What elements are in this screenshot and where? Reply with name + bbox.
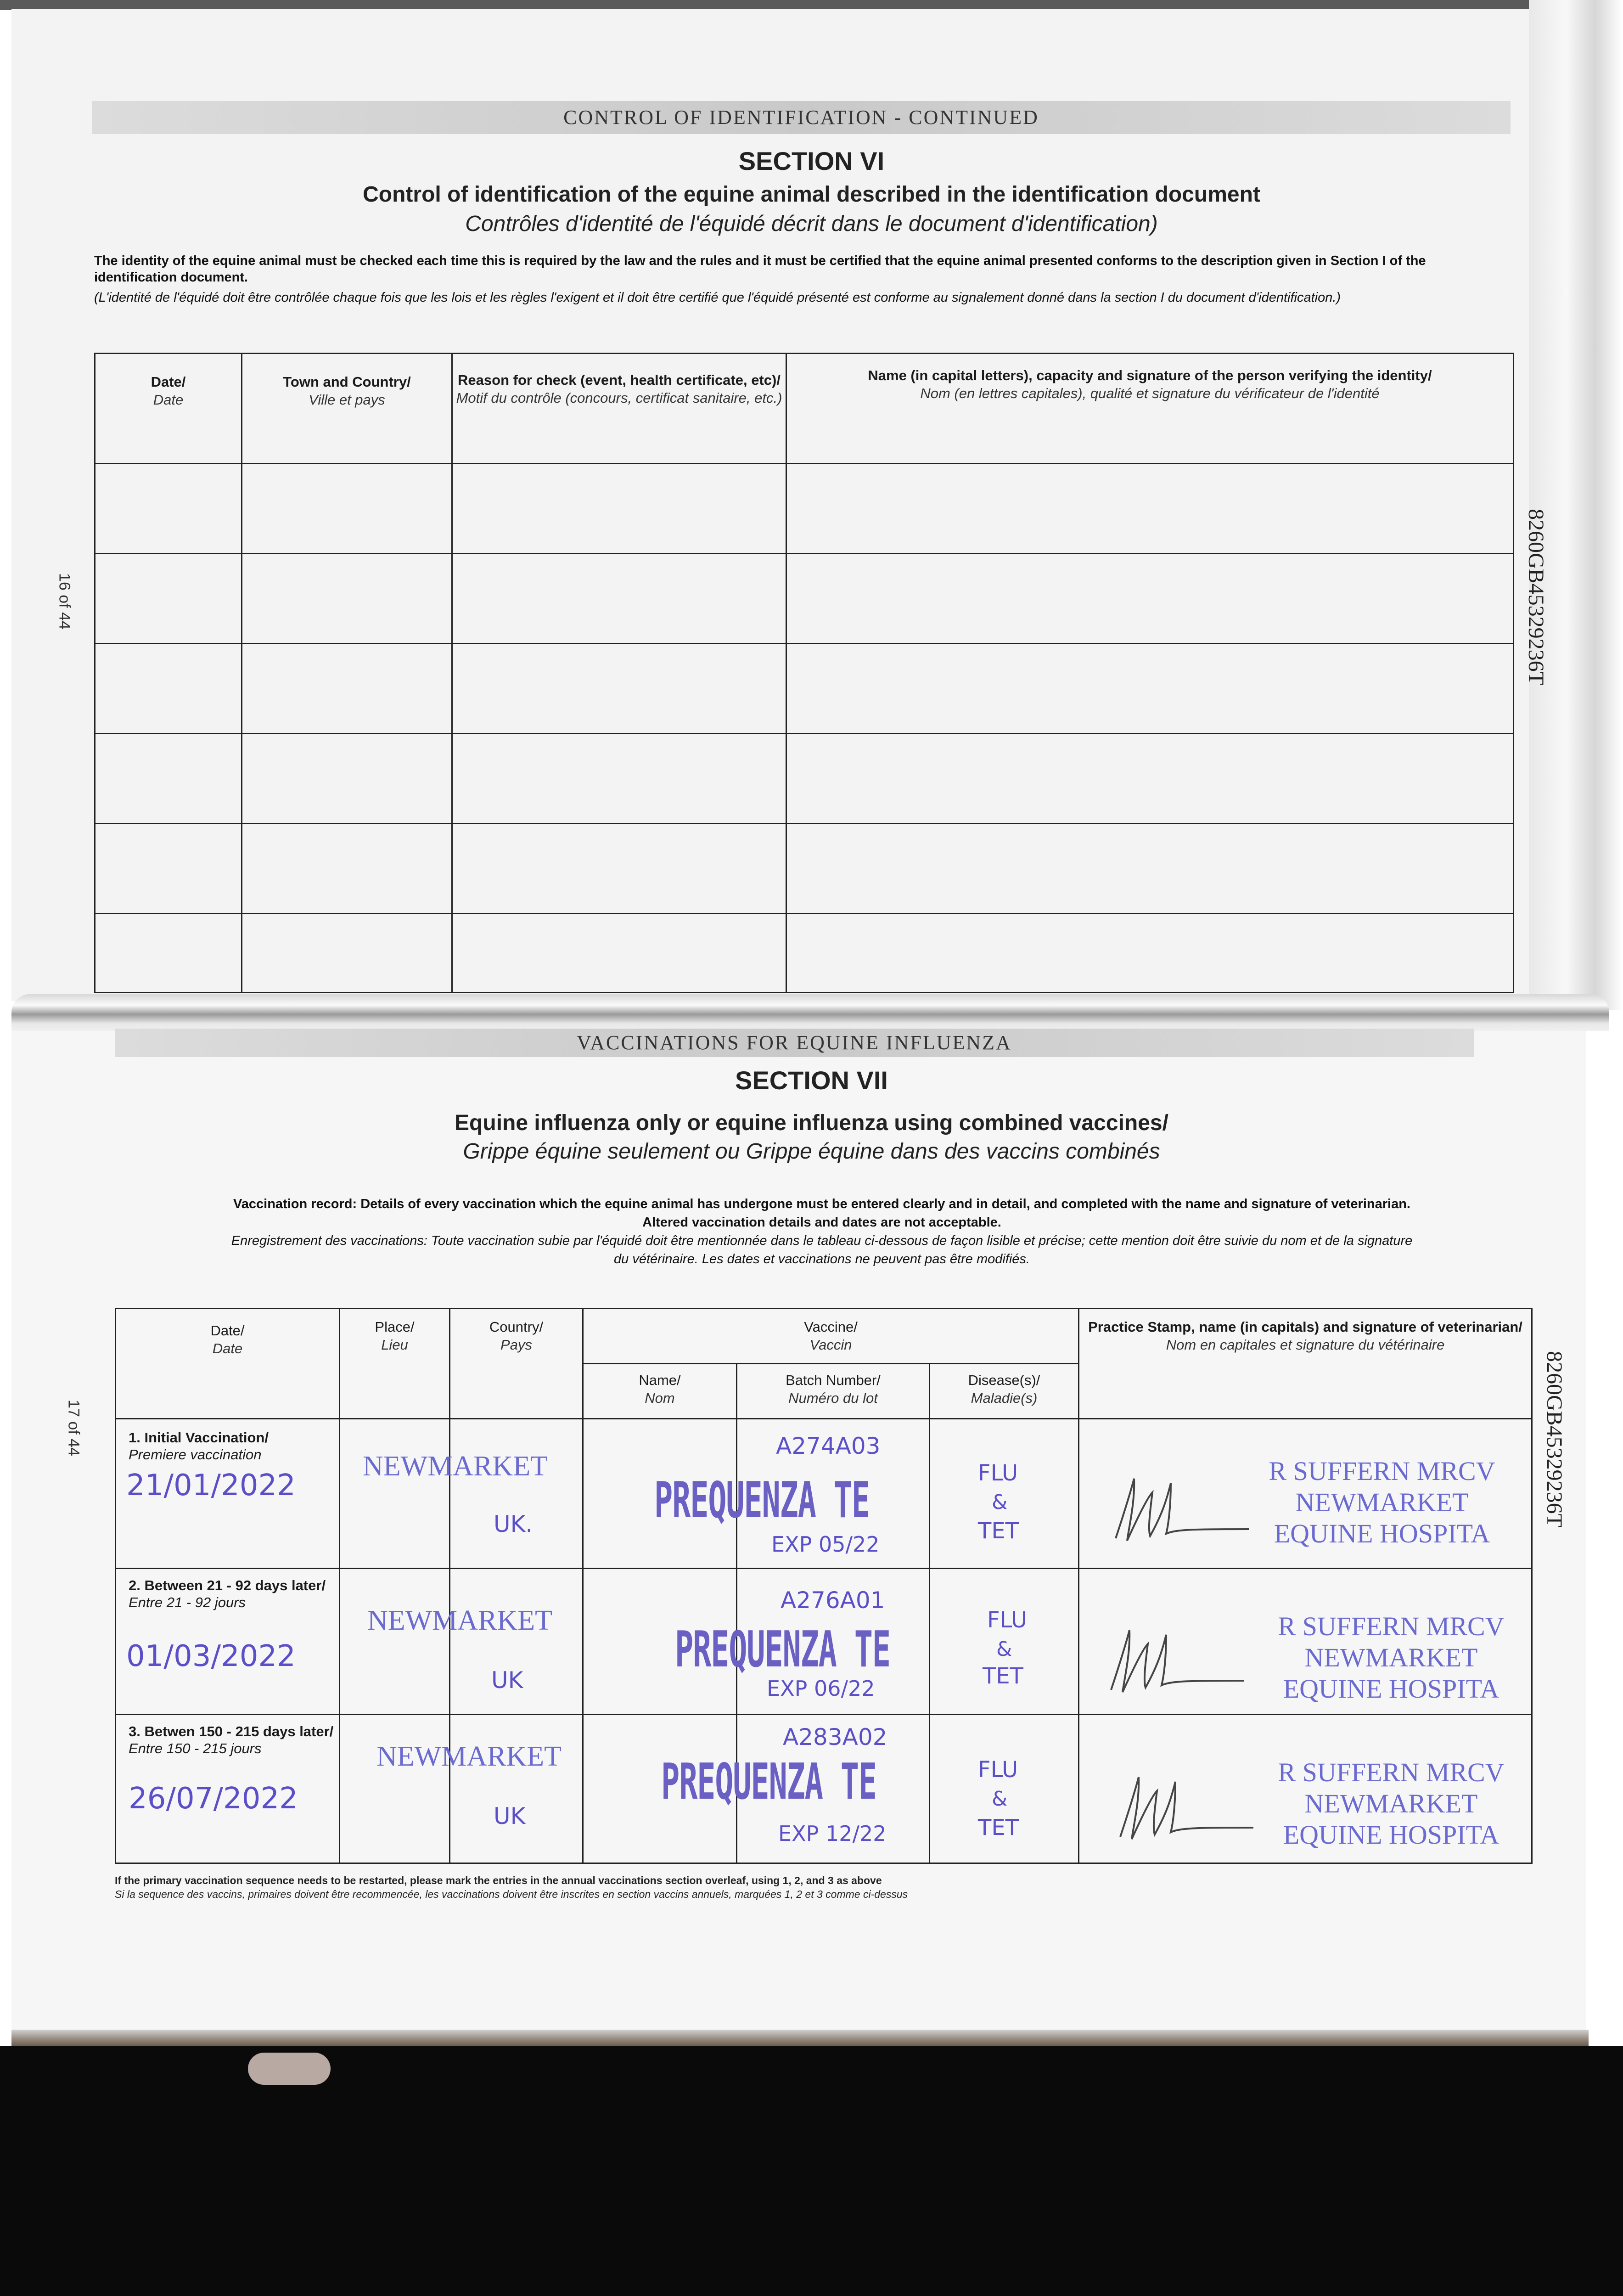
- section-title: SECTION VI: [738, 146, 885, 175]
- header-country: Country/ Pays: [450, 1309, 583, 1419]
- header-town: Town and Country/ Ville et pays: [242, 354, 452, 464]
- header-date: Date/ Date: [95, 354, 242, 464]
- header-reason: Reason for check (event, health certificate, etc)/ Motif du contrôle (concours, certificat sanitaire, etc.): [452, 354, 786, 464]
- row-label: 1. Initial Vaccination/ Premiere vaccination: [129, 1429, 269, 1463]
- vaccine-name-stamp: PREQUENZA TE: [661, 1753, 876, 1811]
- header-verifier: Name (in capital letters), capacity and signature of the person verifying the identity/ Nom (en lettres capitales), qualité et signature du vérificateur de l'identité: [786, 354, 1514, 464]
- intro-text: The identity of the equine animal must be checked each time this is required by the law and the rules and it must be certified that the equine animal presented conforms to the description given in Section I of the identification document.: [94, 253, 1426, 285]
- header-disease: Disease(s)/ Maladie(s): [930, 1364, 1079, 1419]
- table-row: [95, 824, 1514, 914]
- disease-tet: TET: [978, 1815, 1019, 1840]
- identity-check-table: [94, 353, 1514, 993]
- table-row: [95, 734, 1514, 824]
- section-banner: CONTROL OF IDENTIFICATION - CONTINUED: [92, 101, 1511, 134]
- disease-flu: FLU: [987, 1607, 1028, 1633]
- vaccination-date: 21/01/2022: [126, 1469, 296, 1503]
- country-value: UK.: [494, 1511, 533, 1537]
- vaccination-record-text-fr-2: du vétérinaire. Les dates et vaccinations ne peuvent pas être modifiés.: [614, 1252, 1030, 1266]
- header-batch-number: Batch Number/ Numéro du lot: [737, 1364, 930, 1419]
- book-spine: [11, 994, 1609, 1031]
- page-number: 17 of 44: [65, 1400, 83, 1456]
- practice-stamp: R SUFFERN MRCV NEWMARKET EQUINE HOSPITA: [1269, 1456, 1495, 1548]
- document-id: 8260GB45329236T: [1524, 509, 1548, 685]
- place-stamp: NEWMARKET: [376, 1741, 562, 1772]
- vaccination-record-text-fr: Enregistrement des vaccinations: Toute vaccination subie par l'équidé doit être mentionnée dans le tableau ci-dessous de façon lisible et précise; cette mention doit être suivie du nom et de la signature: [231, 1233, 1413, 1248]
- vaccine-name-stamp: PREQUENZA TE: [675, 1621, 890, 1678]
- header-vaccine-name: Name/ Nom: [583, 1364, 737, 1419]
- section-banner: VACCINATIONS FOR EQUINE INFLUENZA: [115, 1029, 1474, 1057]
- table-header-row: [116, 1309, 1532, 1364]
- disease-and: &: [996, 1638, 1012, 1661]
- header-date: Date/ Date: [116, 1309, 340, 1419]
- place-stamp: NEWMARKET: [367, 1605, 552, 1636]
- book-edge: [11, 2030, 1589, 2048]
- vaccination-record-text: Vaccination record: Details of every vaccination which the equine animal has undergone must be entered clearly and in detail, and completed with the name and signature of veterinarian.: [233, 1197, 1410, 1211]
- disease-tet: TET: [983, 1663, 1023, 1689]
- country-value: UK: [491, 1667, 523, 1694]
- practice-stamp: R SUFFERN MRCV NEWMARKET EQUINE HOSPITA: [1278, 1611, 1505, 1704]
- batch-number: A274A03: [776, 1433, 881, 1459]
- practice-stamp: R SUFFERN MRCV NEWMARKET EQUINE HOSPITA: [1278, 1757, 1505, 1850]
- page-number: 16 of 44: [56, 573, 73, 630]
- header-practice-stamp: Practice Stamp, name (in capitals) and signature of veterinarian/ Nom en capitales et signature du vétérinaire: [1079, 1309, 1532, 1419]
- section-subtitle: Equine influenza only or equine influenza using combined vaccines/: [455, 1111, 1168, 1135]
- vaccination-date: 01/03/2022: [126, 1639, 296, 1673]
- section-subtitle: Control of identification of the equine animal described in the identification document: [363, 182, 1260, 207]
- batch-expiry: EXP 06/22: [767, 1676, 875, 1701]
- batch-expiry: EXP 12/22: [778, 1821, 887, 1846]
- place-stamp: NEWMARKET: [363, 1451, 548, 1482]
- veterinarian-signature: [1102, 1612, 1249, 1704]
- scanner-background: [0, 2046, 1623, 2296]
- batch-number: A276A01: [781, 1587, 885, 1614]
- table-header-row: [95, 354, 1514, 464]
- header-place: Place/ Lieu: [340, 1309, 450, 1419]
- veterinarian-signature: [1111, 1759, 1258, 1851]
- section-subtitle-fr: Grippe équine seulement ou Grippe équine dans des vaccins combinés: [463, 1139, 1160, 1164]
- vaccination-date: 26/07/2022: [129, 1782, 298, 1816]
- finger-shadow: [248, 2053, 331, 2085]
- disease-flu: FLU: [978, 1757, 1018, 1783]
- row-label: 3. Betwen 150 - 215 days later/ Entre 150 - 215 jours: [129, 1723, 334, 1757]
- intro-text-fr: (L'identité de l'équidé doit être contrôlée chaque fois que les lois et les règles l'exigent et il doit être certifié que l'équidé présenté est conforme au signalement donné dans la section I du document d'identification.): [94, 290, 1341, 305]
- row-label: 2. Between 21 - 92 days later/ Entre 21 - 92 jours: [129, 1577, 326, 1611]
- section-subtitle-fr: Contrôles d'identité de l'équidé décrit dans le document d'identification): [465, 212, 1158, 236]
- vaccination-record-text-2: Altered vaccination details and dates are not acceptable.: [642, 1215, 1001, 1230]
- table-row: [95, 914, 1514, 993]
- batch-expiry: EXP 05/22: [771, 1532, 880, 1557]
- document-id: 8260GB45329236T: [1542, 1351, 1567, 1527]
- country-value: UK: [494, 1803, 526, 1829]
- footnote-fr: Si la sequence des vaccins, primaires doivent être recommencée, les vaccinations doivent être inscrites en section vaccins annuels, marquées 1, 2 et 3 comme ci-dessus: [115, 1888, 908, 1900]
- batch-number: A283A02: [783, 1724, 887, 1750]
- table-row: [95, 644, 1514, 734]
- disease-and: &: [992, 1491, 1008, 1514]
- header-vaccine: Vaccine/ Vaccin: [583, 1309, 1079, 1364]
- disease-and: &: [992, 1787, 1008, 1811]
- vaccine-name-stamp: PREQUENZA TE: [654, 1472, 870, 1529]
- scanner-edge: [0, 0, 1623, 10]
- veterinarian-signature: [1106, 1460, 1253, 1552]
- table-row: [95, 554, 1514, 644]
- disease-flu: FLU: [978, 1460, 1018, 1486]
- footnote: If the primary vaccination sequence needs to be restarted, please mark the entries in the annual vaccinations section overleaf, using 1, 2, and 3 as above: [115, 1874, 882, 1886]
- section-title: SECTION VII: [735, 1066, 888, 1095]
- disease-tet: TET: [978, 1518, 1019, 1544]
- table-row: [95, 464, 1514, 554]
